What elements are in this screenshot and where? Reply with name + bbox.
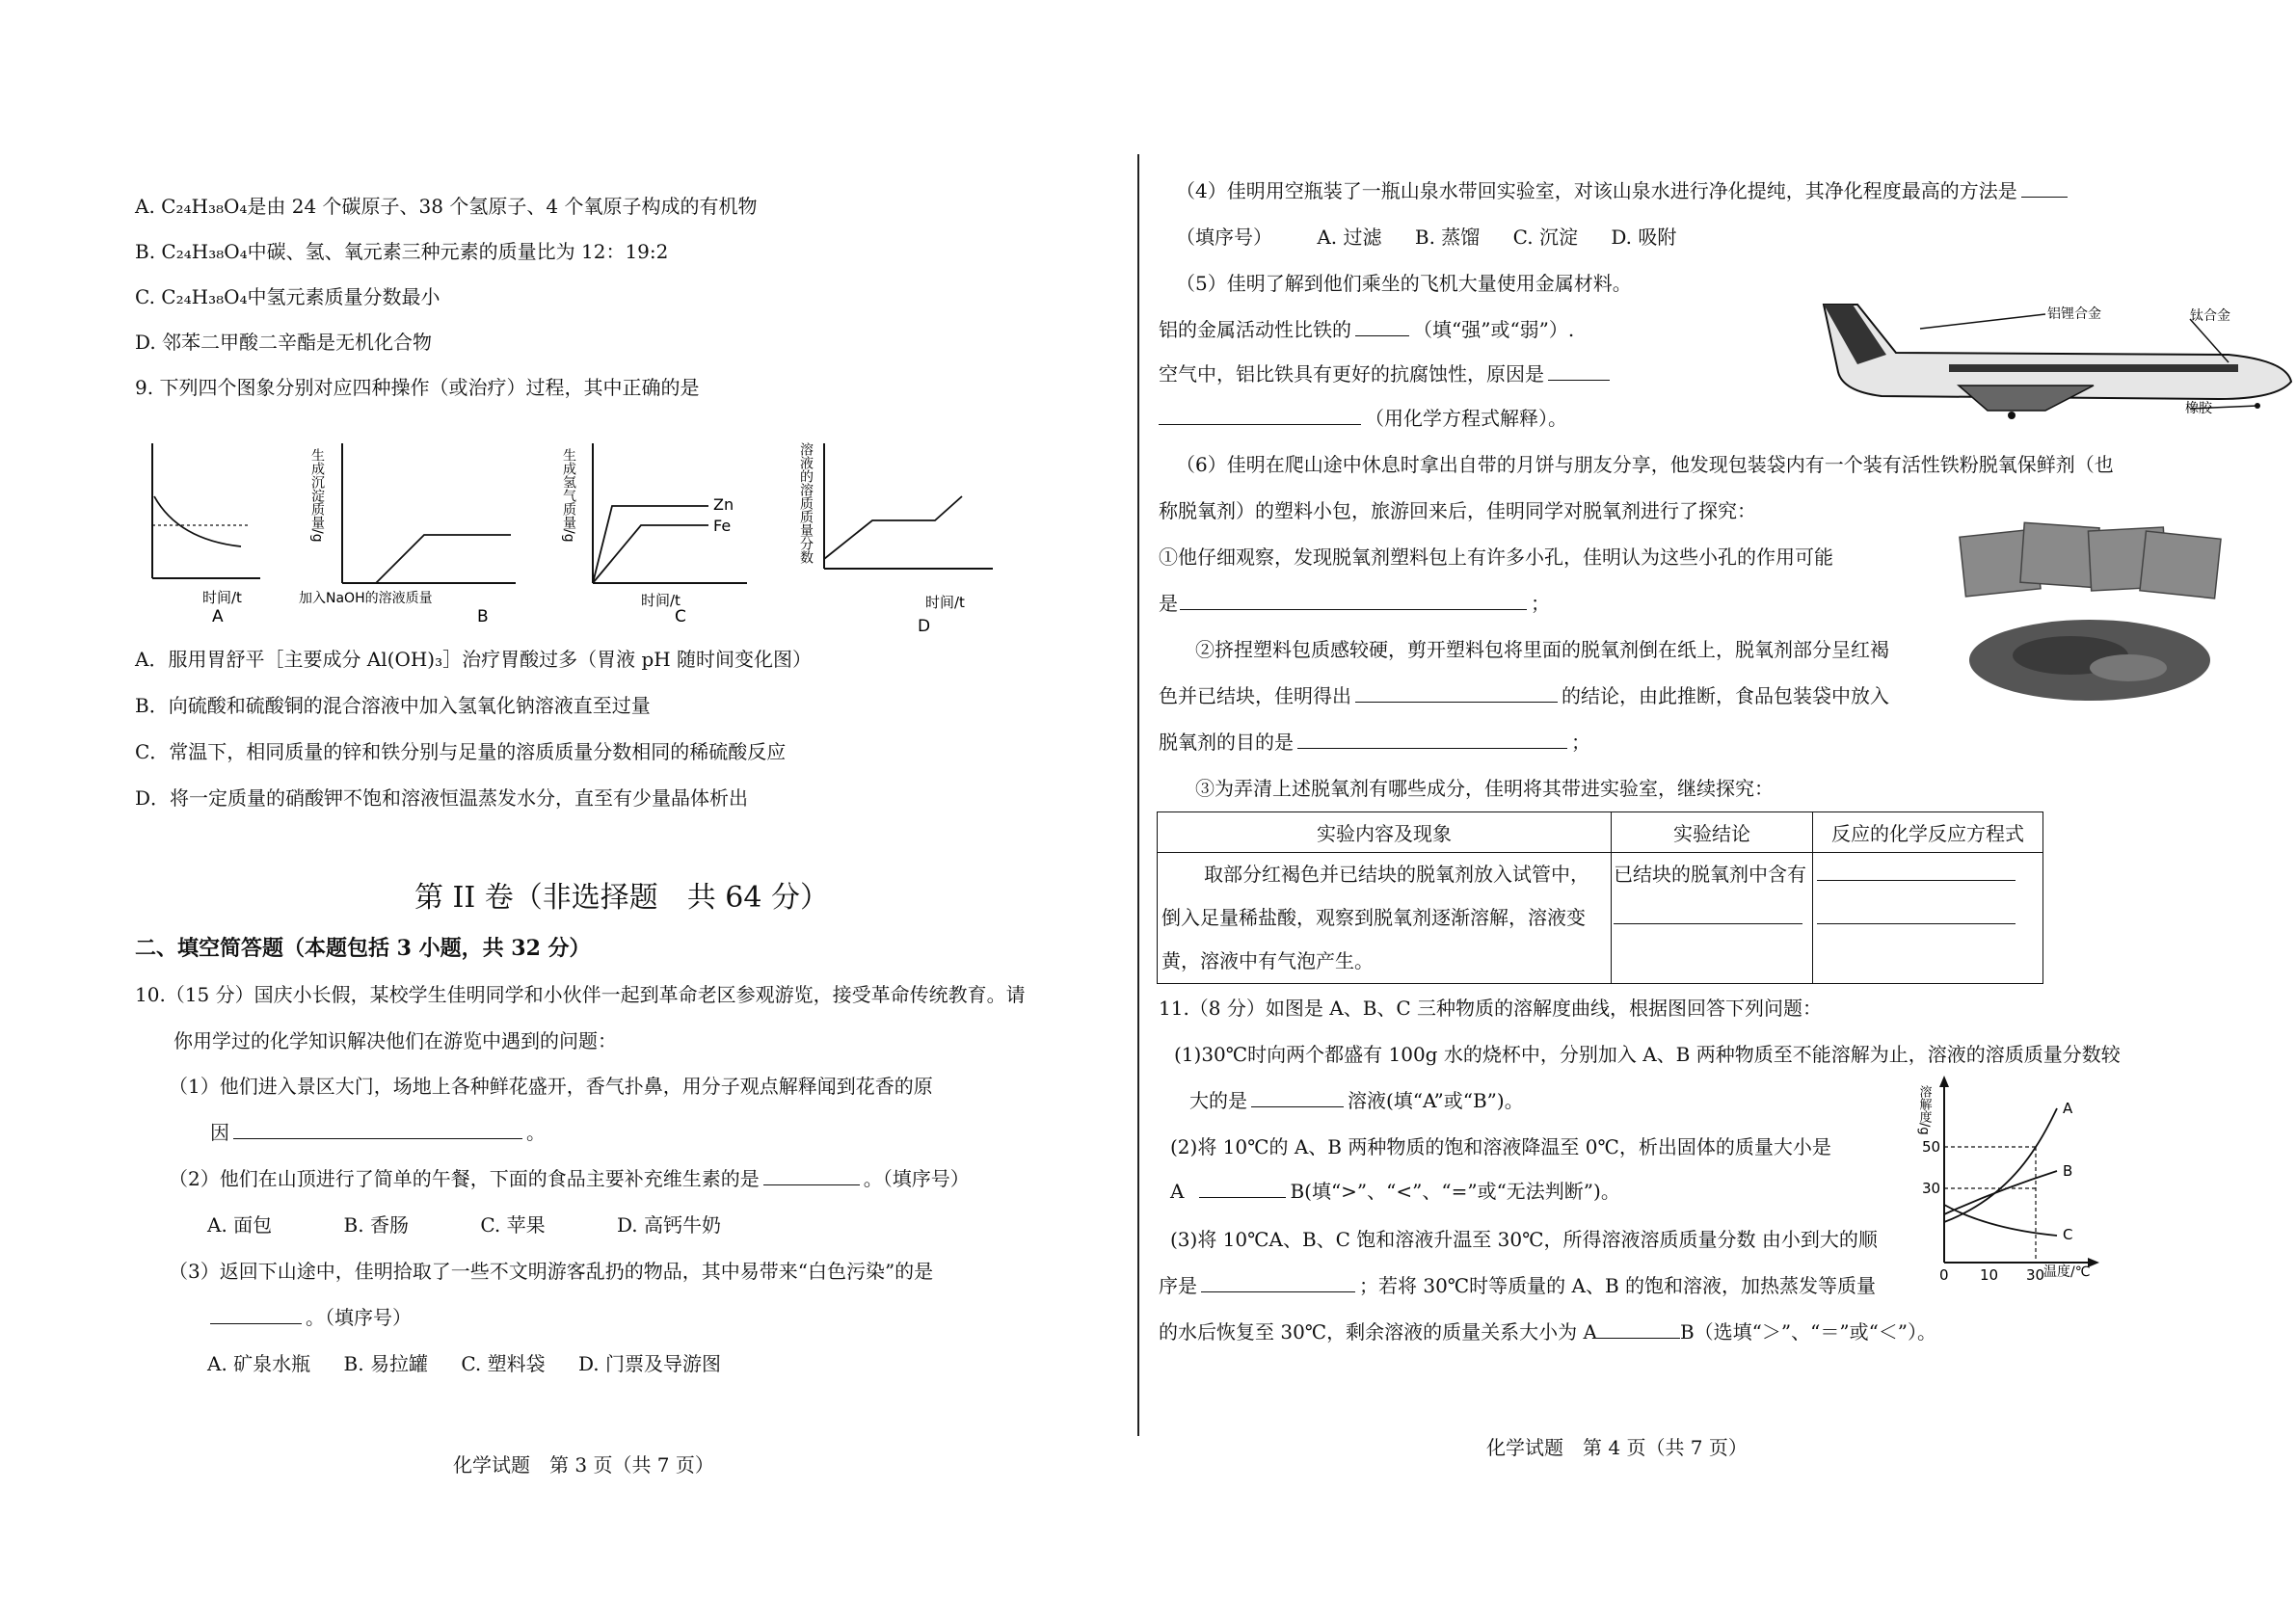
airplane-image: [1804, 285, 2296, 420]
q10-1-answer-line: 因 。: [210, 1121, 546, 1144]
sol-curve-a: A: [2063, 1100, 2073, 1117]
q10-5-blank3[interactable]: [1159, 405, 1361, 425]
sol-ylabel-a: 溶解度/g: [1916, 1085, 1932, 1135]
q10-2-line: （2）他们在山顶进行了简单的午餐，下面的食品主要补充维生素的是 。（填序号）: [169, 1167, 970, 1190]
q11-3c: 的水后恢复至 30℃，剩余溶液的质量关系大小为 A B（选填“＞”、“＝”或“＜”）。: [1159, 1320, 1937, 1344]
q10-4-opt-b: B. 蒸馏: [1414, 226, 1481, 249]
q10-3-answer-line: 。（填序号）: [210, 1304, 412, 1331]
q9-option-d: D．将一定质量的硝酸钾不饱和溶液恒温蒸发水分，直至有少量晶体析出: [135, 786, 749, 810]
sol-y30: 30: [1922, 1180, 1941, 1197]
q10-4-blank[interactable]: [2021, 177, 2068, 198]
q10-4-opt-d: D. 吸附: [1611, 226, 1677, 249]
q10-1-text: （1）他们进入景区大门，场地上各种鲜花盛开，香气扑鼻，用分子观点解释闻到花香的原: [169, 1075, 933, 1098]
q10-1-blank[interactable]: [233, 1119, 522, 1139]
footer-left: 化学试题 第 3 页（共 7 页）: [453, 1453, 714, 1477]
graph-a: [125, 429, 270, 626]
q10-line1: 10.（15 分）国庆小长假，某校学生佳明同学和小伙伴一起到革命老区参观游览，接受革命传统教育。请: [135, 983, 1026, 1006]
q10-line2: 你用学过的化学知识解决他们在游览中遇到的问题：: [174, 1029, 617, 1052]
q10-5-text: （5）佳明了解到他们乘坐的飞机大量使用金属材料。: [1176, 272, 1632, 295]
graph-b-ylabel: 生成沉淀质量/g: [309, 448, 325, 543]
graph-a-letter: A: [212, 607, 224, 626]
q10-5-blank2[interactable]: [1548, 360, 1610, 381]
q10-3-opt-b: B. 易拉罐: [343, 1352, 428, 1375]
plane-label-titanium: 钛合金: [2190, 308, 2230, 324]
section2-heading: 二、填空简答题（本题包括 3 小题，共 32 分）: [135, 936, 591, 961]
graph-b: [294, 429, 525, 626]
q10-2-options: [207, 1211, 721, 1238]
q10-3-opt-d: D. 门票及导游图: [577, 1352, 722, 1375]
table-content-line3: 黄，溶液中有气泡产生。: [1161, 949, 1374, 972]
q11-3-blank2[interactable]: [1597, 1318, 1680, 1339]
table-equation-blank1[interactable]: [1817, 861, 2016, 881]
q10-6-1a: ①他仔细观察，发现脱氧剂塑料包上有许多小孔，佳明认为这些小孔的作用可能: [1159, 545, 1833, 569]
sol-x0: 0: [1939, 1266, 1949, 1284]
table-content-line2: 倒入足量稀盐酸，观察到脱氧剂逐渐溶解，溶液变: [1161, 906, 1586, 929]
q10-4-opt-c: C. 沉淀: [1512, 226, 1578, 249]
q11-2-blank[interactable]: [1199, 1178, 1286, 1198]
q10-6-text-b: 称脱氧剂）的塑料小包，旅游回来后，佳明同学对脱氧剂进行了探究：: [1159, 499, 1756, 522]
q10-5-line2: 空气中，铝比铁具有更好的抗腐蚀性，原因是: [1159, 360, 1614, 387]
sol-curve-c: C: [2063, 1226, 2073, 1243]
graph-c: [540, 429, 752, 626]
q11-3a: (3)将 10℃A、B、C 饱和溶液升温至 30℃，所得溶液溶质质量分数 由小到大的顺: [1170, 1228, 1878, 1251]
experiment-table: [1157, 812, 2043, 984]
q10-3-options: [207, 1350, 721, 1377]
q9-option-c: C．常温下，相同质量的锌和铁分别与足量的溶质质量分数相同的稀硫酸反应: [135, 740, 787, 763]
graph-c-ylabel: 生成氢气质量/g: [561, 448, 576, 543]
q10-3-text: （3）返回下山途中，佳明拾取了一些不文明游客乱扔的物品，其中易带来“白色污染”的是: [169, 1260, 934, 1283]
q10-5-line3: （用化学方程式解释）。: [1159, 405, 1567, 432]
graph-b-letter: B: [477, 607, 489, 626]
q10-6-2c: 脱氧剂的目的是 ；: [1159, 731, 1590, 754]
table-equation-blank2[interactable]: [1817, 904, 2016, 924]
solubility-graph: [1910, 1070, 2296, 1291]
q8-option-b: B. C₂₄H₃₈O₄中碳、氢、氧元素三种元素的质量比为 12：19:2: [135, 240, 669, 263]
q10-4-opt-a: A. 过滤: [1317, 226, 1382, 249]
graph-b-xlabel: 加入NaOH的溶液质量: [299, 591, 433, 606]
graph-c-letter: C: [675, 607, 686, 626]
q8-option-c: C. C₂₄H₃₈O₄中氢元素质量分数最小: [135, 285, 441, 308]
table-cell-equation: [1813, 853, 2043, 984]
table-conclusion-blank[interactable]: [1614, 904, 1802, 924]
q11-stem: 11.（8 分）如图是 A、B、C 三种物质的溶解度曲线，根据图回答下列问题：: [1159, 997, 1823, 1020]
q10-2-opt-c: C. 苹果: [480, 1213, 546, 1237]
table-header-content: 实验内容及现象: [1158, 812, 1612, 853]
q10-5-blank1[interactable]: [1355, 316, 1409, 336]
q9-stem: 9. 下列四个图象分别对应四种操作（或治疗）过程，其中正确的是: [135, 376, 700, 399]
q10-6-2a: ②挤捏塑料包质感较硬，剪开塑料包将里面的脱氧剂倒在纸上，脱氧剂部分呈红褐: [1195, 638, 1889, 661]
q10-6-1b: 是 ；: [1159, 592, 1550, 615]
q10-2-opt-d: D. 高钙牛奶: [616, 1213, 722, 1237]
q10-6-text-a: （6）佳明在爬山途中休息时拿出自带的月饼与朋友分享，他发现包装袋内有一个装有活性铁粉脱氧保鲜剂（也: [1176, 453, 2114, 476]
q10-4-options: （填序号） A. 过滤 B. 蒸馏 C. 沉淀 D. 吸附: [1176, 226, 1677, 249]
q10-3-blank[interactable]: [210, 1304, 302, 1324]
table-cell-content: [1158, 853, 1612, 984]
q9-option-b: B．向硫酸和硫酸铜的混合溶液中加入氢氧化钠溶液直至过量: [135, 694, 651, 717]
q11-2a: (2)将 10℃的 A、B 两种物质的饱和溶液降温至 0℃，析出固体的质量大小是: [1170, 1135, 1831, 1158]
q10-6-1-blank[interactable]: [1180, 590, 1527, 610]
q10-3-opt-a: A. 矿泉水瓶: [207, 1352, 311, 1375]
graph-d-ylabel: 溶液的溶质质量分数: [798, 442, 814, 564]
table-content-line1: 取部分红褐色并已结块的脱氧剂放入试管中，: [1204, 863, 1589, 886]
graph-d: [790, 429, 1002, 636]
graph-c-xlabel: 时间/t: [641, 592, 681, 609]
graph-d-xlabel: 时间/t: [925, 594, 965, 611]
q8-option-a: A. C₂₄H₃₈O₄是由 24 个碳原子、38 个氢原子、4 个氧原子构成的有机物: [135, 195, 758, 218]
q10-2-opt-b: B. 香肠: [343, 1213, 409, 1237]
part2-title: 第 II 卷（非选择题 共 64 分）: [414, 881, 830, 915]
plane-label-rubber: 橡胶: [2185, 401, 2212, 416]
q10-6-2-blank1[interactable]: [1355, 682, 1558, 703]
table-conclusion-text: 已结块的脱氧剂中含有: [1614, 863, 1806, 886]
q8-option-d: D. 邻苯二甲酸二辛酯是无机化合物: [135, 331, 433, 354]
table-header-equation: 反应的化学反应方程式: [1813, 812, 2043, 853]
q11-1b: 大的是 溶液(填“A”或“B”)。: [1189, 1089, 1524, 1112]
q11-3b: 序是 ；若将 30℃时等质量的 A、B 的饱和溶液，加热蒸发等质量: [1159, 1274, 1877, 1297]
table-cell-conclusion: [1612, 853, 1813, 984]
q10-5-line1: 铝的金属活动性比铁的 （填“强”或“弱”）.: [1159, 318, 1575, 341]
sol-x10: 10: [1980, 1266, 1999, 1284]
q10-6-2b: 色并已结块，佳明得出 的结论，由此推断，食品包装袋中放入: [1159, 684, 1889, 707]
table-header-conclusion: 实验结论: [1612, 812, 1813, 853]
q11-3-blank1[interactable]: [1201, 1272, 1355, 1292]
q10-6-3: ③为弄清上述脱氧剂有哪些成分，佳明将其带进实验室，继续探究：: [1195, 777, 1774, 800]
q11-1-blank[interactable]: [1251, 1087, 1344, 1107]
deoxidizer-image: [1945, 516, 2273, 708]
graph-d-letter: D: [918, 617, 931, 636]
q9-option-a: A．服用胃舒平［主要成分 Al(OH)₃］治疗胃酸过多（胃液 pH 随时间变化图）: [135, 648, 813, 671]
sol-curve-b: B: [2063, 1162, 2073, 1180]
sol-xlabel: 温度/℃: [2043, 1264, 2091, 1280]
sol-y50: 50: [1922, 1138, 1941, 1156]
graph-c-fe: Fe: [713, 517, 732, 535]
q10-2-blank[interactable]: [763, 1165, 860, 1185]
graph-a-xlabel: 时间/t: [202, 589, 242, 606]
column-divider: [1137, 154, 1139, 1436]
plane-label-alloy: 铝锂合金: [2047, 306, 2101, 322]
q11-1a: (1)30℃时向两个都盛有 100g 水的烧杯中，分别加入 A、B 两种物质至不能溶解为止，溶液的溶质质量分数较: [1174, 1043, 2121, 1066]
footer-right: 化学试题 第 4 页（共 7 页）: [1486, 1436, 1748, 1459]
q10-6-2-blank2[interactable]: [1297, 729, 1567, 749]
q10-4-line: （4）佳明用空瓶装了一瓶山泉水带回实验室，对该山泉水进行净化提纯，其净化程度最高的方法是: [1176, 177, 2071, 204]
q10-3-opt-c: C. 塑料袋: [461, 1352, 546, 1375]
graph-c-zn: Zn: [713, 495, 734, 514]
q10-2-opt-a: A. 面包: [207, 1213, 273, 1237]
sol-x30: 30: [2026, 1266, 2045, 1284]
q11-2b: A B(填“>”、“<”、“=”或“无法判断”)。: [1170, 1180, 1620, 1203]
